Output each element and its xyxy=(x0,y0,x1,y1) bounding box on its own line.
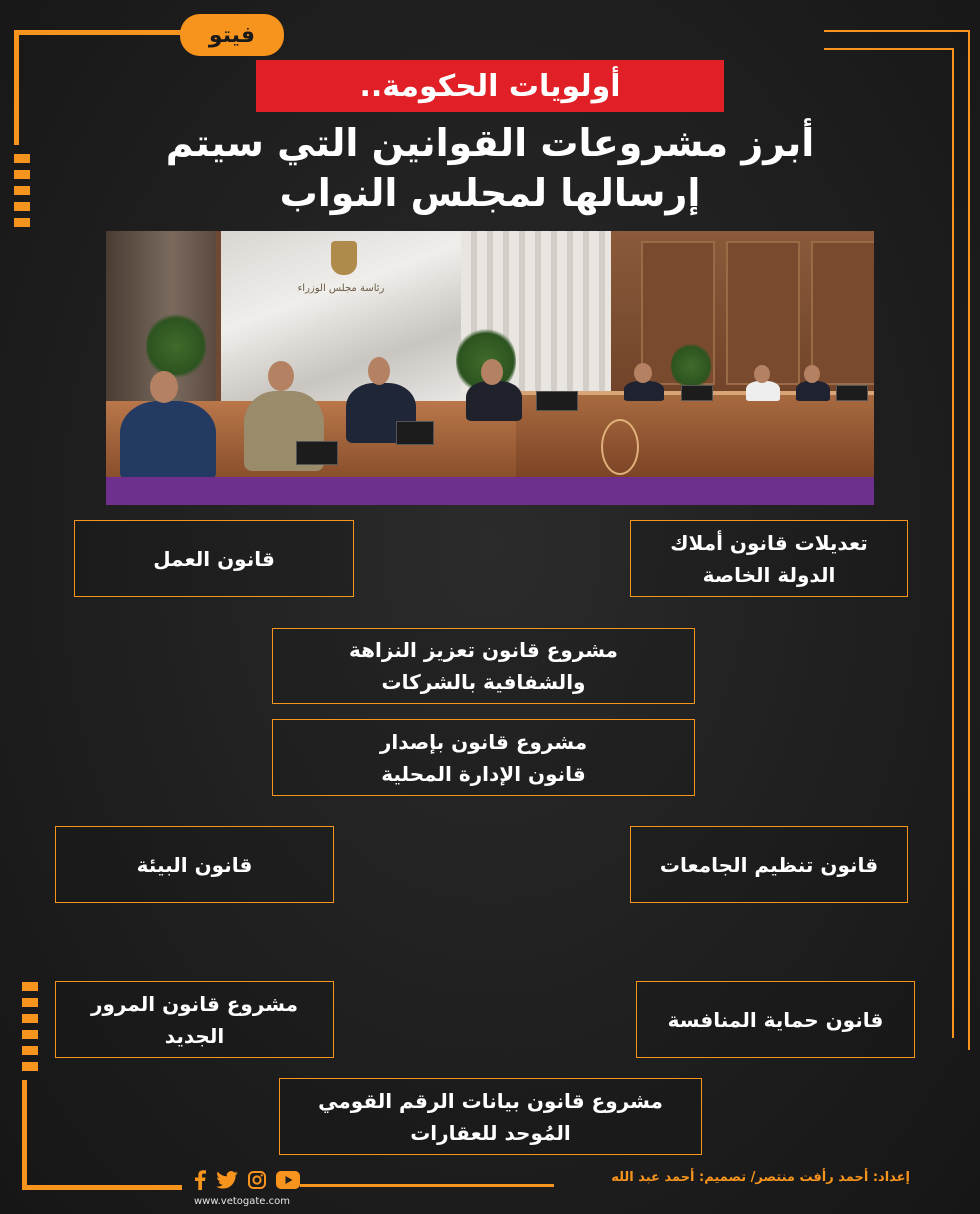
logo-text: فيتو xyxy=(208,22,256,48)
frame-dash xyxy=(14,154,30,163)
frame-top-right-horizontal xyxy=(824,30,970,32)
photo-person xyxy=(796,381,830,401)
photo-monitor xyxy=(681,385,713,401)
photo-monitor xyxy=(536,391,578,411)
law-item-universities xyxy=(630,826,908,903)
law-item-competition xyxy=(636,981,915,1058)
photo-person-head xyxy=(754,365,770,383)
law-item-text: مشروع قانون تعزيز النزاهة والشفافية بالشركات xyxy=(349,638,618,694)
photo-monitor xyxy=(396,421,434,445)
law-item-text: قانون العمل xyxy=(153,546,275,571)
frame-dash xyxy=(14,186,30,195)
title-line-1: أبرز مشروعات القوانين التي سيتم xyxy=(165,121,815,165)
photo-plant xyxy=(671,341,711,391)
frame-dash xyxy=(22,982,38,991)
frame-dash xyxy=(22,1014,38,1023)
law-item-text: مشروع قانون بإصدار قانون الإدارة المحلية xyxy=(379,729,588,786)
frame-dash xyxy=(14,170,30,179)
law-item-text: قانون البيئة xyxy=(136,852,253,877)
twitter-icon[interactable] xyxy=(216,1171,238,1189)
headline-banner xyxy=(256,60,724,112)
photo-wood-panel xyxy=(811,241,874,385)
footer-credit: إعداد: أحمد رأفت منتصر/ تصميم: أحمد عبد الله xyxy=(611,1170,910,1185)
frame-bottom-horizontal-right xyxy=(300,1184,554,1187)
frame-left-vertical-bottom xyxy=(22,1080,27,1190)
law-item-text: مشروع قانون بيانات الرقم القومي المُوحد للعقارات xyxy=(318,1088,663,1145)
youtube-icon[interactable] xyxy=(276,1171,300,1189)
law-item-national-id xyxy=(279,1078,702,1155)
photo-person-head xyxy=(481,359,503,385)
frame-right-vertical xyxy=(968,30,970,1050)
frame-bottom-horizontal xyxy=(22,1185,182,1190)
photo-person-head xyxy=(368,357,390,385)
frame-dash xyxy=(14,202,30,211)
photo-monitor xyxy=(836,385,868,401)
photo-person-head xyxy=(268,361,294,391)
photo-person-head xyxy=(150,371,178,403)
photo-caption-bar xyxy=(106,477,874,505)
photo-wood-panel xyxy=(726,241,800,385)
law-item-text: مشروع قانون المرور الجديد xyxy=(90,991,299,1048)
law-item-traffic xyxy=(55,981,334,1058)
page-title xyxy=(100,118,880,218)
law-item-integrity xyxy=(272,628,695,704)
frame-left-vertical-top xyxy=(14,30,19,145)
facebook-icon[interactable] xyxy=(194,1170,206,1190)
social-links xyxy=(194,1170,300,1190)
frame-dash xyxy=(22,1046,38,1055)
frame-dash xyxy=(22,998,38,1007)
frame-top-right-horizontal-2 xyxy=(824,48,954,50)
law-item-local-admin xyxy=(272,719,695,796)
instagram-icon[interactable] xyxy=(248,1171,266,1189)
website-url[interactable]: www.vetogate.com xyxy=(194,1196,290,1207)
law-item-text: قانون حماية المنافسة xyxy=(667,1007,884,1032)
frame-dash xyxy=(22,1062,38,1071)
banner-text: أولويات الحكومة.. xyxy=(359,68,621,104)
cabinet-meeting-photo xyxy=(106,231,874,477)
photo-person xyxy=(466,381,522,421)
photo-monitor xyxy=(296,441,338,465)
law-item-state-property xyxy=(630,520,908,597)
photo-person-head xyxy=(804,365,820,383)
photo-plant xyxy=(146,311,206,381)
law-item-text: تعديلات قانون أملاك الدولة الخاصة xyxy=(670,530,868,587)
brand-logo[interactable] xyxy=(180,14,284,56)
photo-person-head xyxy=(634,363,652,383)
photo-medallion xyxy=(601,419,639,475)
law-item-labor xyxy=(74,520,354,597)
frame-right-vertical-2 xyxy=(952,48,954,1038)
title-line-2: إرسالها لمجلس النواب xyxy=(279,171,701,215)
frame-dash xyxy=(14,218,30,227)
photo-person xyxy=(120,401,216,477)
photo-person xyxy=(746,381,780,401)
law-item-text: قانون تنظيم الجامعات xyxy=(659,852,879,877)
frame-top-left-horizontal xyxy=(14,30,182,35)
photo-person xyxy=(624,381,664,401)
frame-dash xyxy=(22,1030,38,1039)
photo-plaque-text: رئاسة مجلس الوزراء xyxy=(297,283,385,294)
eagle-emblem-icon xyxy=(331,241,357,275)
law-item-environment xyxy=(55,826,334,903)
